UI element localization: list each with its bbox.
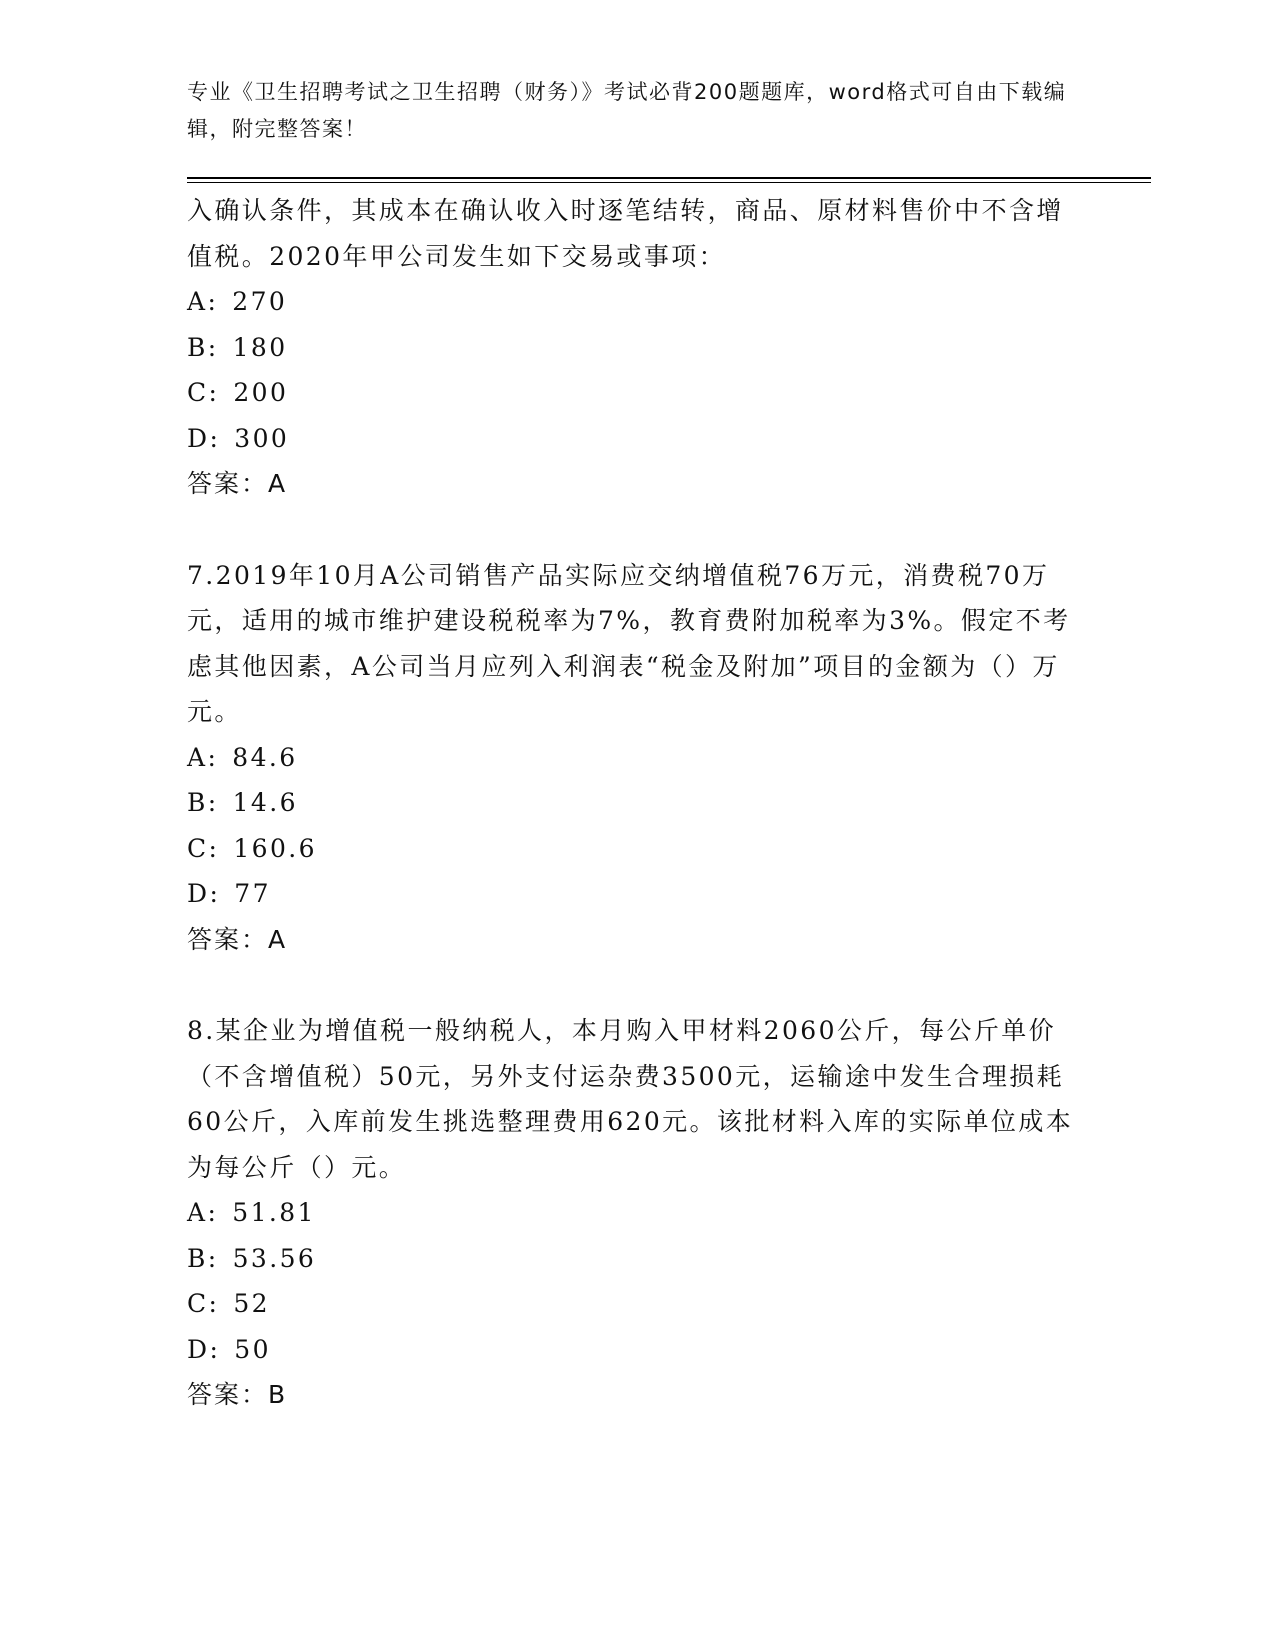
option-c bbox=[187, 1281, 1077, 1327]
spacer bbox=[187, 507, 1077, 553]
option-a bbox=[187, 279, 1077, 325]
option-label: C: bbox=[187, 378, 220, 407]
option-d bbox=[187, 1327, 1077, 1373]
option-a bbox=[187, 735, 1077, 781]
option-value: 270 bbox=[232, 287, 288, 316]
option-label: A: bbox=[187, 1198, 219, 1227]
option-b bbox=[187, 325, 1077, 371]
option-value: 77 bbox=[234, 879, 271, 908]
document-header bbox=[187, 74, 1067, 148]
option-value: 84.6 bbox=[232, 742, 298, 772]
option-value: 200 bbox=[233, 378, 289, 407]
option-label: D: bbox=[187, 879, 221, 908]
option-value: 53.56 bbox=[232, 1243, 317, 1273]
option-label: D: bbox=[187, 423, 221, 453]
option-value: 180 bbox=[232, 332, 288, 362]
header-divider-thin bbox=[187, 182, 1151, 183]
option-value: 300 bbox=[234, 423, 290, 453]
option-value: 50 bbox=[234, 1334, 271, 1364]
answer-line: 答案：A bbox=[187, 924, 288, 954]
option-b bbox=[187, 1236, 1077, 1282]
option-c bbox=[187, 826, 1077, 872]
option-label: C: bbox=[187, 833, 220, 863]
option-label: A: bbox=[187, 742, 219, 772]
question-8 bbox=[187, 1008, 1077, 1418]
option-value: 52 bbox=[233, 1289, 270, 1318]
header-text: 专业《卫生招聘考试之卫生招聘（财务）》考试必背200题题库，word格式可自由下载编辑，附完整答案！ bbox=[187, 80, 1067, 141]
document-body bbox=[187, 188, 1077, 1418]
question-continued bbox=[187, 188, 1077, 507]
option-label: B: bbox=[187, 332, 219, 362]
option-value: 51.81 bbox=[232, 1198, 316, 1227]
option-label: D: bbox=[187, 1334, 221, 1364]
answer-line: 答案：A bbox=[187, 469, 288, 498]
option-c bbox=[187, 370, 1077, 416]
question-stem: 入确认条件，其成本在确认收入时逐笔结转，商品、原材料售价中不含增值税。2020年甲公司发生如下交易或事项： bbox=[187, 196, 1064, 271]
question-stem: 8.某企业为增值税一般纳税人，本月购入甲材料2060公斤，每公斤单价（不含增值税）50元，另外支付运杂费3500元，运输途中发生合理损耗60公斤，入库前发生挑选整理费用620元。该批材料入库的实际单位成本为每公斤（）元。 bbox=[187, 1016, 1074, 1182]
option-label: C: bbox=[187, 1289, 220, 1318]
answer-line: 答案：B bbox=[187, 1380, 288, 1409]
question-7 bbox=[187, 553, 1077, 963]
option-label: A: bbox=[187, 287, 219, 316]
option-value: 160.6 bbox=[233, 833, 317, 863]
spacer bbox=[187, 962, 1077, 1008]
header-divider-thick bbox=[187, 177, 1151, 179]
option-label: B: bbox=[187, 788, 219, 817]
option-d bbox=[187, 871, 1077, 917]
option-d bbox=[187, 416, 1077, 462]
option-label: B: bbox=[187, 1243, 219, 1273]
option-value: 14.6 bbox=[232, 788, 298, 817]
question-stem: 7.2019年10月A公司销售产品实际应交纳增值税76万元，消费税70万元，适用的城市维护建设税税率为7%，教育费附加税率为3%。假定不考虑其他因素，A公司当月应列入利润表“税金及附加”项目的金额为（）万元。 bbox=[187, 560, 1071, 726]
option-b bbox=[187, 780, 1077, 826]
option-a bbox=[187, 1190, 1077, 1236]
